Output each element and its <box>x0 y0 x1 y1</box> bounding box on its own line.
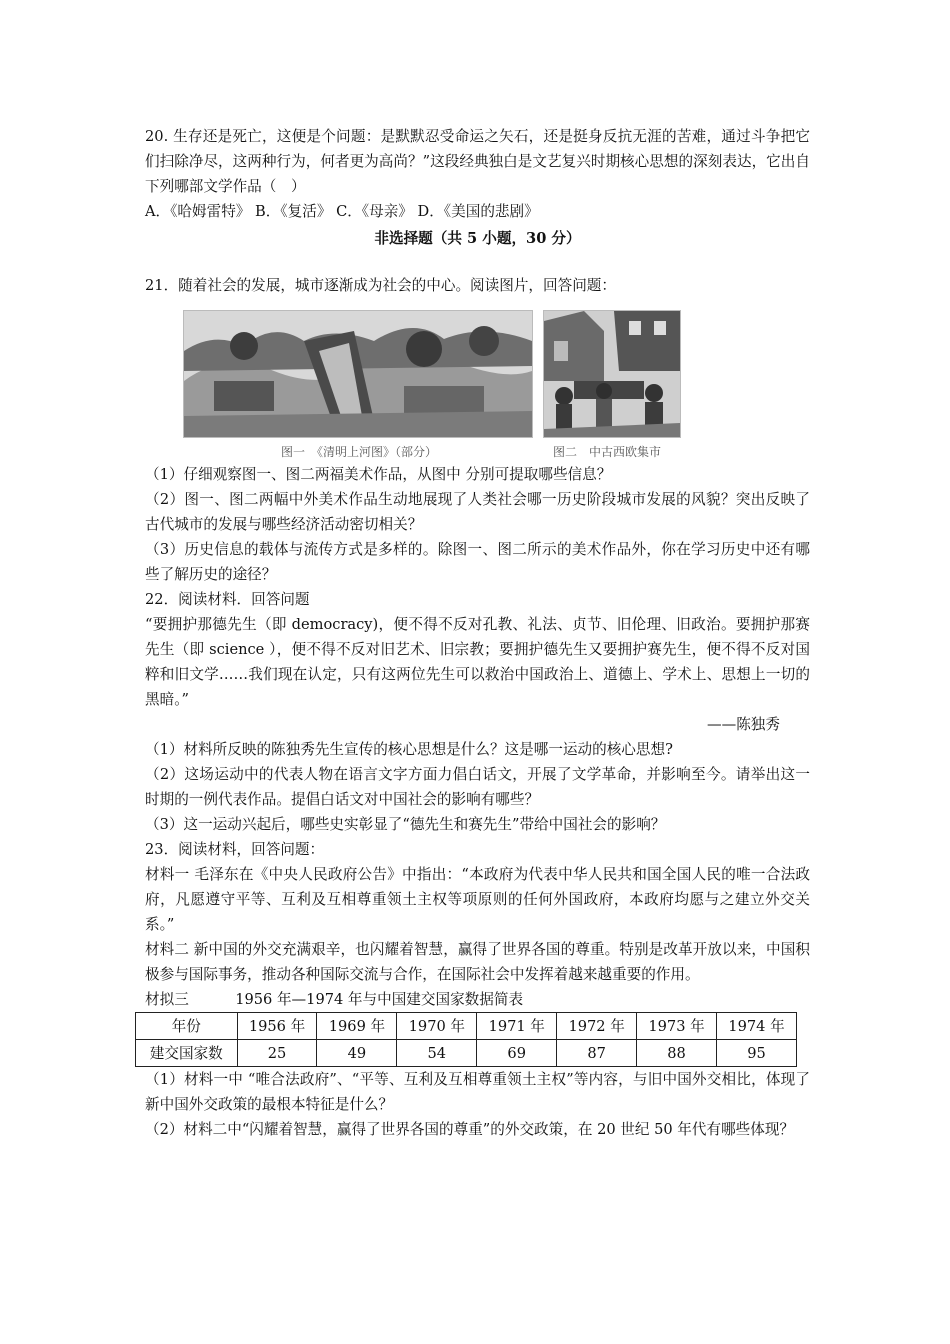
q23-material3-heading <box>145 987 810 1012</box>
q22-intro: 22．阅读材料．回答问题 <box>145 591 310 608</box>
q22-sub1: （1）材料所反映的陈独秀先生宣传的核心思想是什么？这是哪一运动的核心思想? <box>145 741 673 758</box>
material3-title: 1956 年—1974 年与中国建交国家数据简表 <box>235 991 524 1008</box>
table-cell: 1974 年 <box>716 1013 796 1040</box>
q21-sub2: （2）图一、图二两幅中外美术作品生动地展现了人类社会哪一历史阶段城市发展的风貌？突出反映了古代城市的发展与哪些经济活动密切相关？ <box>145 491 810 533</box>
table-cell: 1973 年 <box>637 1013 717 1040</box>
table-cell: 69 <box>477 1040 557 1067</box>
material3-label: 材拟三 <box>145 991 189 1008</box>
q21-intro: 21．随着社会的发展，城市逐渐成为社会的中心。阅读图片，回答问题： <box>145 277 616 294</box>
section-title: 非选择题（共 5 小题，30 分） <box>374 230 581 247</box>
q23-sub1: （1）材料一中 “唯合法政府”、“平等、互利及互相尊重领土主权”等内容，与旧中国外交相比，体现了新中国外交政策的最根本特征是什么？ <box>145 1071 810 1113</box>
table-cell: 88 <box>637 1040 717 1067</box>
table-cell: 1970 年 <box>397 1013 477 1040</box>
exam-page <box>145 124 810 1142</box>
table-row <box>136 1040 797 1067</box>
medieval-market-image <box>543 310 681 438</box>
qingming-painting-image <box>183 310 533 438</box>
table-row <box>136 1013 797 1040</box>
table-row-label: 年份 <box>136 1013 238 1040</box>
q22-author: ——陈独秀 <box>707 716 780 733</box>
table-cell: 54 <box>397 1040 477 1067</box>
q23-material1: 材料一 毛泽东在《中央人民政府公告》中指出：“本政府为代表中华人民共和国全国人民的唯一合法政府，凡愿遵守平等、互利及互相尊重领土主权等项原则的任何外国政府，本政府均愿与之建立外交关系。” <box>145 866 810 933</box>
q21-sub1: （1）仔细观察图一、图二两福美术作品，从图中 分别可提取哪些信息？ <box>145 466 612 483</box>
q22-sub2: （2）这场运动中的代表人物在语言文字方面力倡白话文，开展了文学革命，并影响至今。请举出这一时期的一例代表作品。提倡白话文对中国社会的影响有哪些？ <box>145 766 810 808</box>
q23-material2: 材料二 新中国的外交充满艰辛，也闪耀着智慧，赢得了世界各国的尊重。特别是改革开放以来，中国积极参与国际事务，推动各种国际交流与合作，在国际社会中发挥着越来越重要的作用。 <box>145 941 810 983</box>
table-cell: 87 <box>557 1040 637 1067</box>
table-cell: 1956 年 <box>237 1013 317 1040</box>
q23-sub2: （2）材料二中“闪耀着智慧，赢得了世界各国的尊重”的外交政策，在 20 世纪 50 年代有哪些体现？ <box>145 1121 795 1138</box>
figure1-caption: 图一 《清明上河图》（部分） <box>281 445 438 459</box>
table-row-label: 建交国家数 <box>136 1040 238 1067</box>
q22-quote: “要拥护那德先生（即 democracy)，便不得不反对孔教、礼法、贞节、旧伦理、旧政治。要拥护那赛先生（即 science ），便不得不反对旧艺术、旧宗教；要拥护德先生又要拥护赛先生，便不得不反对国粹和旧文学……我们现在认定，只有这两位先生可以救治中国政治上、道德上、学术上、思想上一切的黑暗。” <box>145 616 810 708</box>
q23-intro: 23．阅读材料，回答问题： <box>145 841 325 858</box>
table-cell: 25 <box>237 1040 317 1067</box>
table-cell: 1971 年 <box>477 1013 557 1040</box>
q21-figures <box>145 310 810 462</box>
table-cell: 49 <box>317 1040 397 1067</box>
table-cell: 95 <box>716 1040 796 1067</box>
q21-sub3: （3）历史信息的载体与流传方式是多样的。除图一、图二所示的美术作品外，你在学习历史中还有哪些了解历史的途径？ <box>145 541 810 583</box>
q20-stem: 20. 生存还是死亡，这便是个问题：是默默忍受命运之矢石，还是挺身反抗无涯的苦难，通过斗争把它们扫除净尽，这两种行为，何者更为高尚？”这段经典独白是文艺复兴时期核心思想的深刻表达，它出自下列哪部文学作品（ ） <box>145 128 810 195</box>
q22-sub3: （3）这一运动兴起后，哪些史实彰显了“德先生和赛先生”带给中国社会的影响？ <box>145 816 666 833</box>
table-cell: 1972 年 <box>557 1013 637 1040</box>
table-cell: 1969 年 <box>317 1013 397 1040</box>
diplomatic-relations-table <box>135 1012 797 1067</box>
q20-options: A．《哈姆雷特》 B．《复活》 C．《母亲》 D．《美国的悲剧》 <box>145 203 539 220</box>
figure2-caption: 图二 中古西欧集市 <box>553 445 662 459</box>
